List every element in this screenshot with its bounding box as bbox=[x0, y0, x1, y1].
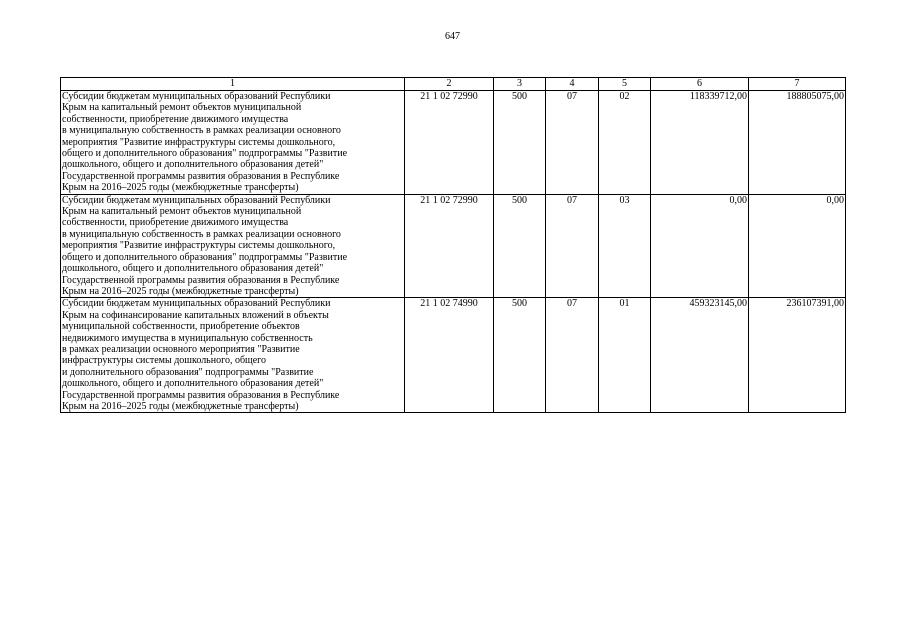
row-amount-1: 459323145,00 bbox=[651, 298, 749, 413]
column-header-5: 5 bbox=[599, 78, 651, 91]
row-section: 07 bbox=[546, 91, 599, 195]
row-code: 21 1 02 74990 bbox=[405, 298, 494, 413]
row-description: Субсидии бюджетам муниципальных образований Республики Крым на капитальный ремонт объектов муниципальной собственности, приобретение движимого имущества в муниципальную собственность в рамках реализации основного мероприятия "Развитие инфраструктуры системы дошкольного, общего и дополнительного образования" подпрограммы "Развитие дошкольного, общего и дополнительного образования детей" Государственной программы развития образования в Республике Крым на 2016–2025 годы (межбюджетные трансферты) bbox=[61, 194, 405, 298]
column-header-4: 4 bbox=[546, 78, 599, 91]
row-type: 500 bbox=[494, 91, 546, 195]
column-header-2: 2 bbox=[405, 78, 494, 91]
row-amount-1: 118339712,00 bbox=[651, 91, 749, 195]
row-description: Субсидии бюджетам муниципальных образований Республики Крым на капитальный ремонт объектов муниципальной собственности, приобретение движимого имущества в муниципальную собственность в рамках реализации основного мероприятия "Развитие инфраструктуры системы дошкольного, общего и дополнительного образования" подпрограммы "Развитие дошкольного, общего и дополнительного образования детей" Государственной программы развития образования в Республике Крым на 2016–2025 годы (межбюджетные трансферты) bbox=[61, 91, 405, 195]
row-section: 07 bbox=[546, 298, 599, 413]
row-description: Субсидии бюджетам муниципальных образований Республики Крым на софинансирование капитальных вложений в объекты муниципальной собственности, приобретение объектов недвижимого имущества в муниципальную собственность в рамках реализации основного мероприятия "Развитие инфраструктуры системы дошкольного, общего и дополнительного образования" подпрограммы "Развитие дошкольного, общего и дополнительного образования детей" Государственной программы развития образования в Республике Крым на 2016–2025 годы (межбюджетные трансферты) bbox=[61, 298, 405, 413]
row-code: 21 1 02 72990 bbox=[405, 194, 494, 298]
row-amount-1: 0,00 bbox=[651, 194, 749, 298]
table-row bbox=[61, 298, 846, 413]
header-row bbox=[61, 78, 846, 91]
row-type: 500 bbox=[494, 194, 546, 298]
column-header-7: 7 bbox=[749, 78, 846, 91]
row-type: 500 bbox=[494, 298, 546, 413]
row-amount-2: 188805075,00 bbox=[749, 91, 846, 195]
row-subsection: 02 bbox=[599, 91, 651, 195]
row-code: 21 1 02 72990 bbox=[405, 91, 494, 195]
column-header-1: 1 bbox=[61, 78, 405, 91]
page-number: 647 bbox=[445, 31, 460, 42]
budget-table bbox=[60, 77, 846, 413]
column-header-6: 6 bbox=[651, 78, 749, 91]
table-row bbox=[61, 91, 846, 195]
row-amount-2: 236107391,00 bbox=[749, 298, 846, 413]
row-amount-2: 0,00 bbox=[749, 194, 846, 298]
column-header-3: 3 bbox=[494, 78, 546, 91]
row-section: 07 bbox=[546, 194, 599, 298]
table-row bbox=[61, 194, 846, 298]
row-subsection: 01 bbox=[599, 298, 651, 413]
row-subsection: 03 bbox=[599, 194, 651, 298]
